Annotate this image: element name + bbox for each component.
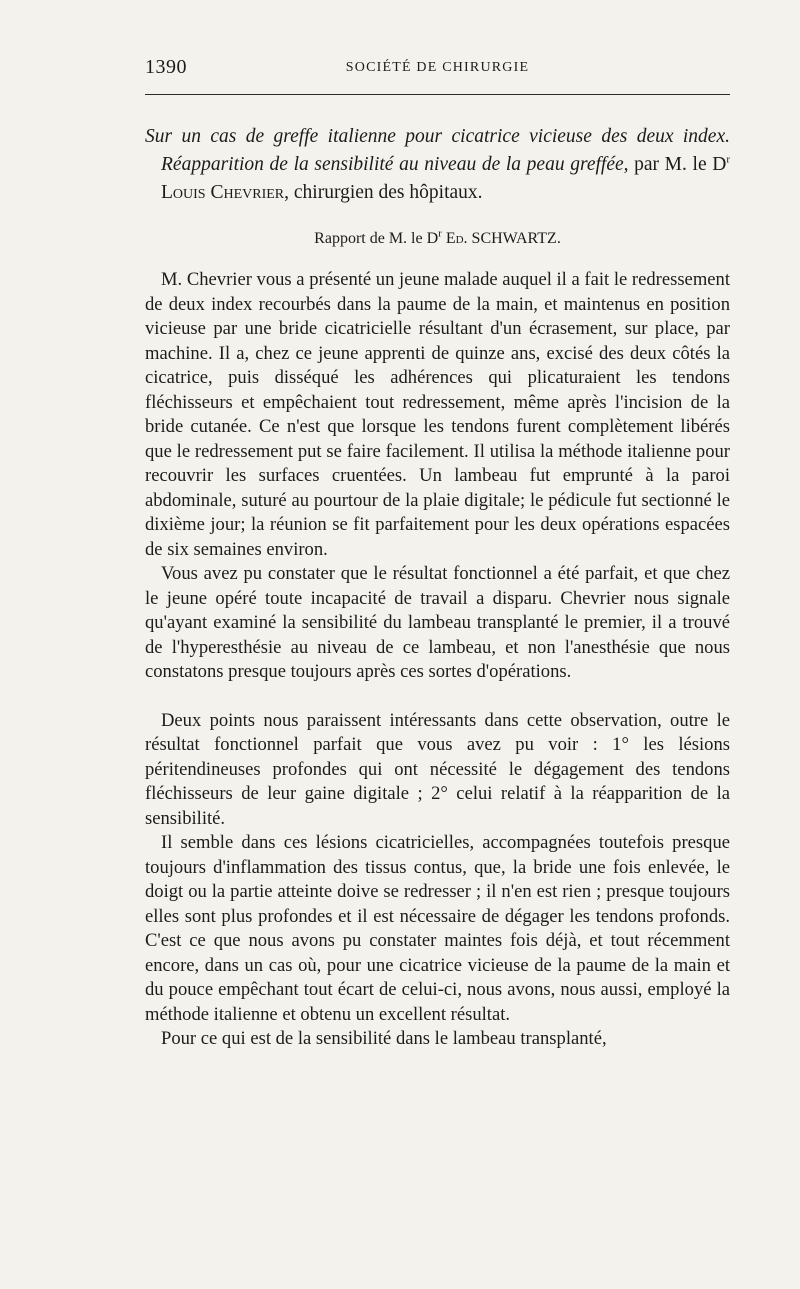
journal-title: SOCIÉTÉ DE CHIRURGIE (345, 60, 530, 75)
header-rule (145, 94, 730, 95)
article-title-byline: par M. le D (628, 154, 727, 175)
report-byline (145, 227, 730, 248)
paragraph-2: Vous avez pu constater que le résultat fonctionnel a été parfait, et que chez le jeune opéré toute incapacité de travail a disparu. Chevrier nous signale qu'ayant examiné la sensibilité du lambeau transplanté le premier, il a trouvé de l'hyperesthésie au niveau de ce lambeau, et non l'anesthésie que nous constatons presque toujours après ces sortes d'opérations. (145, 563, 730, 682)
article-author: Louis Chevrier (161, 182, 285, 203)
report-doctor-superscript: r (438, 227, 442, 240)
paragraph-4: Il semble dans ces lésions cicatricielles, accompagnées toutefois presque toujours d'inflammation des tissus contus, que, la bride une fois enlevée, le doigt ou la partie atteinte doive se redresser ; il n'en est rien ; presque toujours elles sont plus profondes et il est nécessaire de dégager les tendons profonds. C'est ce que nous avons pu constater maintes fois déjà, et tout récemment encore, dans un cas où, pour une cicatrice vicieuse de la paume de la main et du pouce empêchant tout écart de celui-ci, nous avons, nous aussi, employé la méthode italienne et obtenu un excellent résultat. (145, 832, 730, 1025)
article-title (145, 123, 730, 207)
article-title-doctor-superscript: r (726, 153, 730, 166)
article-body (145, 268, 730, 1052)
article-title-italic: Sur un cas de greffe italienne pour cicatrice vicieuse des deux index. Réapparition de la sensibilité au niveau de la peau greffée, (145, 126, 730, 175)
paragraph-5: Pour ce qui est de la sensibilité dans le lambeau transplanté, (161, 1028, 607, 1049)
running-head (145, 56, 730, 86)
article-author-role: , chirurgien des hôpitaux. (284, 182, 483, 203)
page-number: 1390 (145, 56, 187, 78)
paragraph-1: M. Chevrier vous a présenté un jeune malade auquel il a fait le redressement de deux index recourbés dans la paume de la main, et maintenus en position vicieuse par une bride cicatricielle résultant d'un écrasement, sur place, par machine. Il a, chez ce jeune apprenti de quinze ans, excisé des deux côtés la cicatrice, puis disséqué les adhérences qui plicaturaient les tendons fléchisseurs et empêchaient tout redressement, même après l'incision de la bride cutanée. Ce n'est que lorsque les tendons furent complètement libérés que le redressement put se faire facilement. Il utilisa la méthode italienne pour recouvrir les surfaces cruentées. Un lambeau fut emprunté à la paroi abdominale, suturé au pourtour de la plaie digitale; le pédicule fut sectionné le dixième jour; la réunion se fit parfaitement pour les deux opérations espacées de six semaines environ. (145, 269, 730, 560)
report-prefix: Rapport de M. le D (314, 230, 439, 247)
report-initial: Ed. (441, 230, 468, 247)
report-name: SCHWARTZ. (467, 230, 561, 247)
paragraph-3: Deux points nous paraissent intéressants dans cette observation, outre le résultat fonctionnel parfait que vous avez pu voir : 1° les lésions péritendineuses profondes qui ont nécessité le dégagement des tendons fléchisseurs de leur gaine digitale ; 2° celui relatif à la réapparition de la sensibilité. (145, 709, 730, 829)
article-title-text (145, 123, 730, 207)
